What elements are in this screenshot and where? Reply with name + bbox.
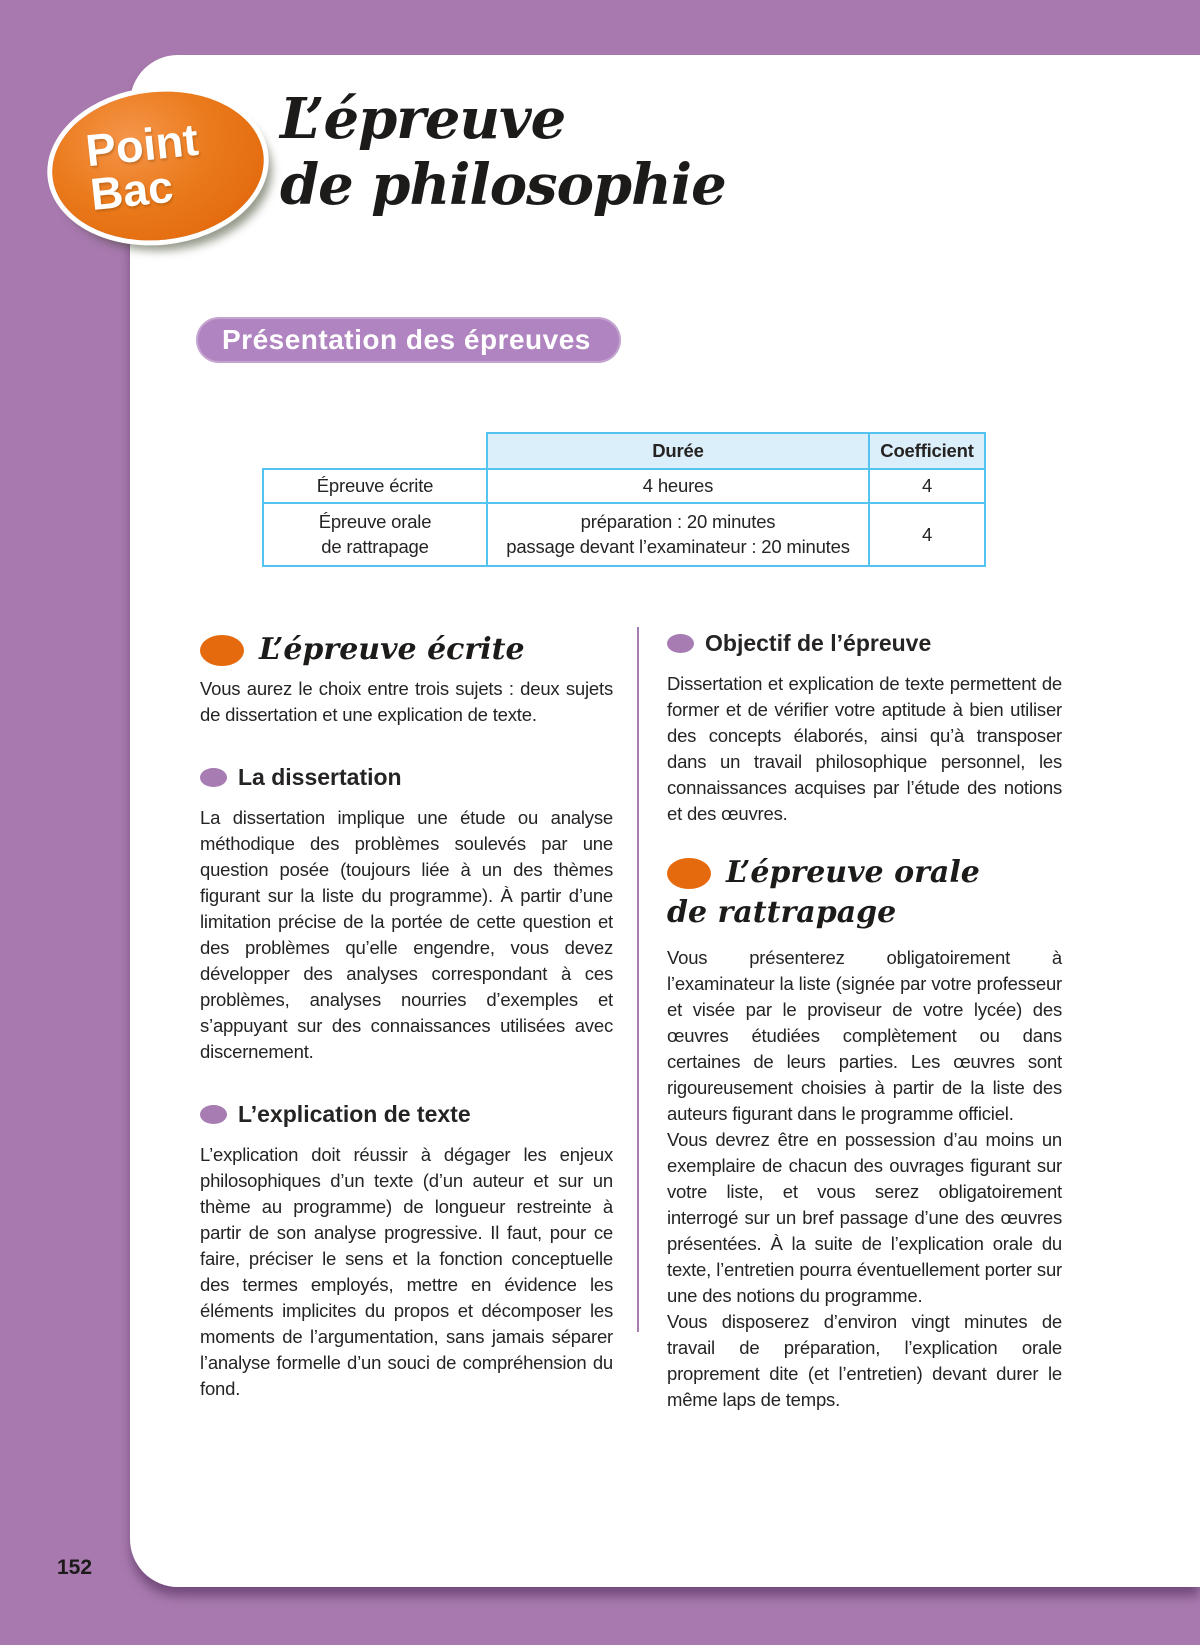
page-title-line1: L’épreuve — [280, 86, 566, 152]
table-row — [263, 469, 985, 503]
row1-coefficient: 4 — [869, 469, 985, 503]
heading-epreuve-ecrite-label: L’épreuve écrite — [259, 632, 525, 667]
exam-table-blank-cell — [263, 433, 487, 469]
heading-epreuve-orale — [667, 853, 1062, 893]
row2-duree — [487, 503, 869, 566]
row2-label — [263, 503, 487, 566]
badge-line1: Point — [83, 113, 201, 177]
heading-epreuve-ecrite — [200, 630, 613, 670]
paragraph-orale-2: Vous devrez être en possession d’au moins un exemplaire de chacun des ouvrages figurant sur votre liste, et vous serez obligatoirement interrogé sur un bref passage d’une des œuvres présentées. À la suite de l’explication orale du texte, l’entretien pourra éventuellement porter sur une des notions du programme. — [667, 1129, 1062, 1306]
left-column — [200, 630, 613, 1402]
exam-table — [262, 432, 986, 567]
table-row — [263, 503, 985, 566]
page-title-line2: de philosophie — [280, 152, 726, 218]
paragraph-objectif: Dissertation et explication de texte permettent de former et de vérifier votre aptitude à bien utiliser des concepts élaborés, ainsi qu’à transposer dans un travail philosophique personnel, les connaissances acquises par l’étude des notions et des œuvres. — [667, 673, 1062, 824]
exam-table-header-duree: Durée — [487, 433, 869, 469]
paragraph-orale-1: Vous présenterez obligatoirement à l’examinateur la liste (signée par votre professeur et visée par le proviseur de votre lycée) des œuvres étudiées complètement ou dans certaines de leurs parties. Les œuvres sont rigoureusement choisies à partir de la liste des auteurs figurant dans le programme officiel. — [667, 947, 1062, 1124]
heading-epreuve-orale-line2: de rattrapage — [667, 895, 897, 930]
row2-duree-line1: préparation : 20 minutes — [580, 510, 776, 532]
orange-bullet-icon — [200, 635, 244, 666]
paragraph-dissertation: La dissertation implique une étude ou analyse méthodique des problèmes soulevés par une question posée (toujours liée à un des thèmes figurant sur la liste du programme). À partir d’une limitation précise de la portée de cette question et des problèmes qu’elle engendre, vous devez développer des analyses correspondant à ces problèmes, analyses nourries d’exemples et s’appuyant sur des connaissances utilisées avec discernement. — [200, 807, 613, 1062]
subheading-explication-label: L’explication de texte — [238, 1101, 471, 1127]
orange-bullet-icon — [667, 858, 711, 889]
purple-bullet-icon — [200, 1105, 227, 1124]
section-banner-label: Présentation des épreuves — [222, 324, 591, 355]
right-column — [667, 630, 1062, 1413]
row2-label-line2: de rattrapage — [321, 535, 429, 557]
subheading-dissertation — [200, 764, 613, 791]
heading-epreuve-orale-line1: L’épreuve orale — [726, 855, 980, 890]
row2-label-line1: Épreuve orale — [318, 510, 432, 532]
column-divider — [637, 627, 639, 1332]
row2-coefficient: 4 — [869, 503, 985, 566]
page-number: 152 — [57, 1556, 93, 1579]
row1-duree: 4 heures — [487, 469, 869, 503]
paragraph-explication: L’explication doit réussir à dégager les enjeux philosophiques d’un texte (d’un auteur et sur un thème au programme) de longueur restreinte à partir de son analyse progressive. Il faut, pour ce faire, préciser le sens et la fonction conceptuelle des termes employés, mettre en évidence les éléments implicites du propos et décomposer les moments de l’argumentation, sans jamais séparer l’analyse formelle d’un souci de compréhension du fond. — [200, 1144, 613, 1399]
purple-bullet-icon — [667, 634, 694, 653]
purple-bullet-icon — [200, 768, 227, 787]
paragraph-orale-3: Vous disposerez d’environ vingt minutes de travail de préparation, l’explication orale proprement dite (et l’entretien) devant durer le même laps de temps. — [667, 1311, 1062, 1410]
subheading-dissertation-label: La dissertation — [238, 764, 402, 790]
exam-table-header-coefficient: Coefficient — [869, 433, 985, 469]
exam-table-header-row — [263, 433, 985, 469]
subheading-objectif-label: Objectif de l’épreuve — [705, 630, 932, 656]
paragraph-intro: Vous aurez le choix entre trois sujets : deux sujets de dissertation et une explication de texte. — [200, 678, 613, 725]
page-title — [280, 86, 726, 218]
row1-label: Épreuve écrite — [263, 469, 487, 503]
subheading-objectif — [667, 630, 1062, 657]
row2-duree-line2: passage devant l’examinateur : 20 minutes — [506, 535, 850, 557]
badge-line2: Bac — [87, 160, 176, 221]
section-banner — [196, 317, 621, 363]
subheading-explication — [200, 1101, 613, 1128]
